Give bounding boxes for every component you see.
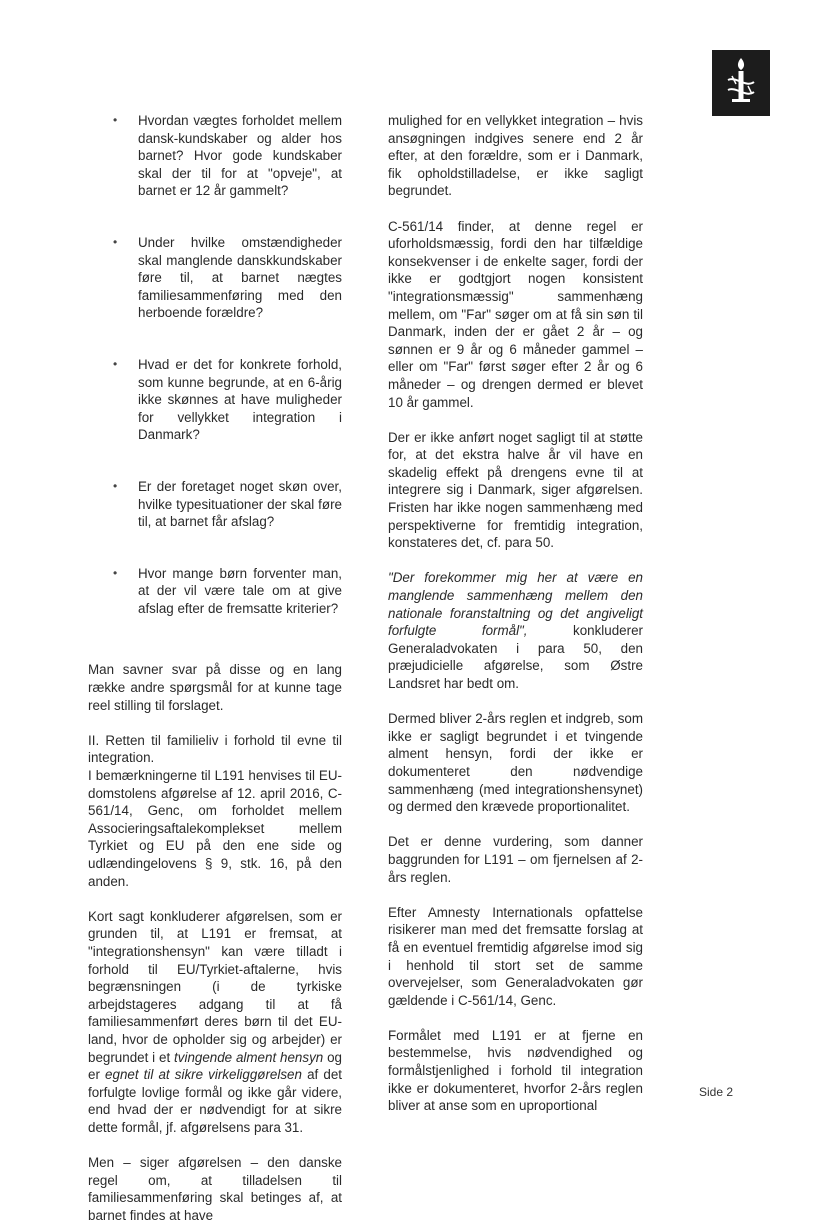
summary-text-1: Kort sagt konkluderer afgørelsen, som er grunden til, at L191 er fremsat, at "integrationshensyn" kan være tilladt i forhold til EU/Tyrkiet-aftalerne, hvis begrænsningen (i de tyrkiske arbejdstageres adgang til at få familiesammenført deres børn til det EU-land, hvor de opholder sig og arbejder) er begrundet i et (88, 908, 342, 1065)
paragraph-summary (88, 908, 342, 1137)
list-item (88, 478, 342, 531)
bullet-icon: • (113, 565, 118, 580)
paragraph-remarks: I bemærkningerne til L191 henvises til EU-domstolens afgørelse af 12. april 2016, C-561/14, Genc, om forholdet mellem Associeringsaftalekomplekset mellem Tyrkiet og EU på den ene side og udlændingelovens § 9, stk. 16, på den anden. (88, 768, 342, 889)
paragraph-continuation: mulighed for en vellykket integration – hvis ansøgningen indgives senere end 2 år efter, at den forældre, som er i Danmark, fik opholdstilladelse, er ikke sagligt begrundet. (388, 113, 643, 199)
right-column (388, 112, 643, 1115)
question-text: Er der foretaget noget skøn over, hvilke typesituationer der skal føre til, at barnet får afslag? (138, 478, 342, 530)
question-text: Hvordan vægtes forholdet mellem dansk-kundskaber og alder hos barnet? Hvor gode kundskaber skal der til for at "opveje", at barnet er 12 år gammelt? (138, 113, 342, 199)
left-column (88, 112, 342, 1224)
paragraph-purpose: Formålet med L191 er at fjerne en bestemmelse, hvis nødvendighed og formålstjenlighed i forhold til integration ikke er dokumenteret, hvorfor 2-års reglen bliver at anse som en uproportional (388, 1027, 643, 1114)
bullet-icon: • (113, 478, 118, 493)
summary-text-2: og er (88, 1049, 342, 1083)
section-heading: II. Retten til familieliv i forhold til evne til integration. (88, 732, 342, 766)
paragraph-quote (388, 569, 643, 692)
paragraph-amnesty: Efter Amnesty Internationals opfattelse risikerer man med det fremsatte forslag at få en eventuel fremtidig afgørelse imod sig i henhold til stort set de samme overvejelser, som Generaladvokaten gør gældende i C-561/14, Genc. (388, 904, 643, 1008)
list-item (88, 356, 342, 444)
summary-emphasis-1: tvingende alment hensyn (174, 1049, 324, 1065)
paragraph-thus: Dermed bliver 2-års reglen et indgreb, som ikke er sagligt begrundet i et tvingende alment hensyn, fordi der ikke er dokumenteret den nødvendige sammenhæng (med integrationshensynet) og dermed den krævede proportionalitet. (388, 711, 643, 815)
bullet-icon: • (113, 356, 118, 371)
summary-emphasis-2: egnet til at sikre virkeliggørelsen (105, 1067, 302, 1083)
paragraph-c561: C-561/14 finder, at denne regel er uforholdsmæssig, fordi den har tilfældige konsekvenser i de enkelte sager, fordi der ikke er godtgjort nogen konsistent "integrationsmæssig" sammenhæng mellem, om "Far" søger om at få sin søn til Danmark, inden der er gået 2 år – og sønnen er 9 år og 6 måneder gammel – eller om "Far" først søger efter 2 år og 6 måneder – og drengen dermed er blevet 10 år gammel. (388, 218, 643, 410)
question-text: Under hvilke omstændigheder skal manglende danskkundskaber føre til, at barnet nægtes familiesammenføring med den herboende forældre? (138, 234, 342, 321)
paragraph-assessment: Det er denne vurdering, som danner baggrunden for L191 – om fjernelsen af 2-års reglen. (388, 834, 643, 885)
list-item (88, 112, 342, 200)
quote-emphasis: "Der forekommer mig her at være en manglende sammenhæng mellem den nationale foranstaltning og det angiveligt forfulgte formål", (388, 570, 643, 639)
amnesty-logo (712, 50, 770, 116)
question-list (88, 112, 342, 617)
list-item (88, 565, 342, 618)
paragraph-but: Men – siger afgørelsen – den danske regel om, at tilladelsen til familiesammenføring skal betinges af, at barnet findes at have (88, 1155, 342, 1223)
paragraph-not-stated: Der er ikke anført noget sagligt til at støtte for, at det ekstra halve år vil have en skadelig effekt på drengens evne til at integrere sig i Danmark, siger afgørelsen. Fristen har ikke nogen sammenhæng med perspektiverne for fremtidig integration, konstateres det, cf. para 50. (388, 429, 643, 551)
bullet-icon: • (113, 113, 118, 127)
bullet-icon: • (113, 234, 118, 249)
question-text: Hvad er det for konkrete forhold, som kunne begrunde, at en 6-årig ikke skønnes at have muligheder for vellykket integration i Danmark? (138, 356, 342, 443)
question-text: Hvor mange børn forventer man, at der vil være tale om at give afslag efter de fremsatte kriterier? (138, 565, 342, 616)
candle-barbed-wire-icon (712, 50, 770, 116)
paragraph-missing-answers: Man savner svar på disse og en lang række andre spørgsmål for at kunne tage reel stilling til forslaget. (88, 662, 342, 713)
page-number: Side 2 (699, 1085, 734, 1099)
quote-rest: konkluderer Generaladvokaten i para 50, den præjudicielle afgørelse, som Østre Landsret har bedt om. (388, 623, 643, 691)
summary-text-3: af det forfulgte lovlige formål og ikke går videre, end hvad der er nødvendigt for at sikre dette formål, jf. afgørelsens para 31. (88, 1067, 342, 1135)
list-item (88, 234, 342, 322)
